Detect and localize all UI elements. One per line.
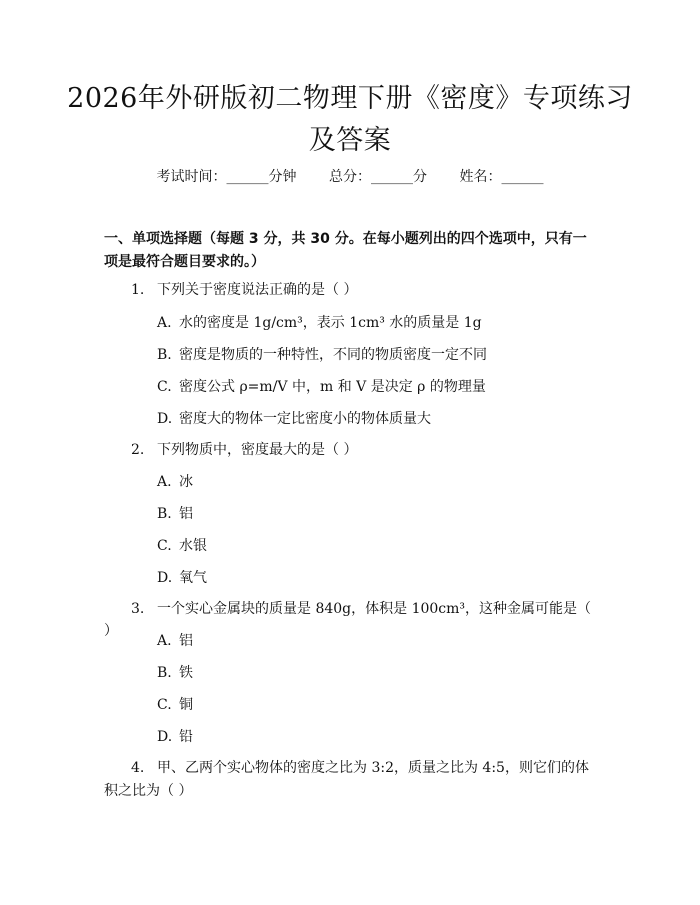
question-number: 4. — [131, 760, 145, 776]
option-text: 水银 — [179, 538, 207, 554]
option-label: A. — [157, 633, 172, 649]
option-text: 铅 — [179, 729, 193, 745]
option-label: C. — [157, 538, 172, 554]
exam-time-field: 考试时间：______分钟 — [156, 169, 297, 185]
option-text: 铜 — [179, 697, 193, 713]
section-heading: 一、单项选择题（每题 3 分，共 30 分。在每小题列出的四个选项中，只有一项是最符合题目要求的。） — [104, 231, 587, 270]
option-label: A. — [157, 474, 172, 490]
option-label: B. — [157, 347, 172, 363]
option-text: 水的密度是 1g/cm³，表示 1cm³ 水的质量是 1g — [179, 315, 482, 331]
option-1d — [157, 408, 600, 430]
option-label: D. — [157, 729, 173, 745]
option-label: B. — [157, 665, 172, 681]
question-1 — [104, 279, 600, 301]
option-text: 铝 — [179, 633, 193, 649]
question-number: 3. — [131, 601, 145, 617]
option-1c — [157, 376, 600, 398]
exam-info-line — [0, 167, 700, 187]
option-2c — [157, 535, 600, 557]
option-label: B. — [157, 506, 172, 522]
question-number: 2. — [131, 442, 145, 458]
option-1b — [157, 344, 600, 366]
student-name-field: 姓名：______ — [459, 169, 544, 185]
option-3a — [157, 630, 600, 652]
option-3c — [157, 694, 600, 716]
option-2d — [157, 567, 600, 589]
question-4 — [104, 757, 600, 803]
option-text: 冰 — [179, 474, 193, 490]
option-3d — [157, 726, 600, 748]
option-2b — [157, 503, 600, 525]
question-2 — [104, 439, 600, 461]
question-text: 一个实心金属块的质量是 840g，体积是 100cm³，这种金属可能是（ ） — [104, 601, 592, 639]
option-text: 密度公式 ρ=m/V 中，m 和 V 是决定 ρ 的物理量 — [179, 379, 486, 395]
option-text: 氧气 — [179, 570, 207, 586]
document-title: 2026年外研版初二物理下册《密度》专项练习及答案 — [67, 83, 633, 156]
option-label: C. — [157, 379, 172, 395]
option-3b — [157, 662, 600, 684]
option-text: 密度大的物体一定比密度小的物体质量大 — [179, 411, 431, 427]
option-label: C. — [157, 697, 172, 713]
total-score-field: 总分：______分 — [329, 169, 427, 185]
question-number: 1. — [131, 282, 145, 298]
option-1a — [157, 312, 600, 334]
option-label: D. — [157, 570, 173, 586]
option-text: 铝 — [179, 506, 193, 522]
question-text: 下列物质中，密度最大的是（ ） — [157, 442, 358, 458]
option-label: D. — [157, 411, 173, 427]
option-label: A. — [157, 315, 172, 331]
question-text: 下列关于密度说法正确的是（ ） — [157, 282, 358, 298]
option-text: 密度是物质的一种特性，不同的物质密度一定不同 — [179, 347, 487, 363]
question-text: 甲、乙两个实心物体的密度之比为 3:2，质量之比为 4:5，则它们的体积之比为（ ） — [104, 760, 589, 799]
option-text: 铁 — [179, 665, 193, 681]
option-2a — [157, 471, 600, 493]
